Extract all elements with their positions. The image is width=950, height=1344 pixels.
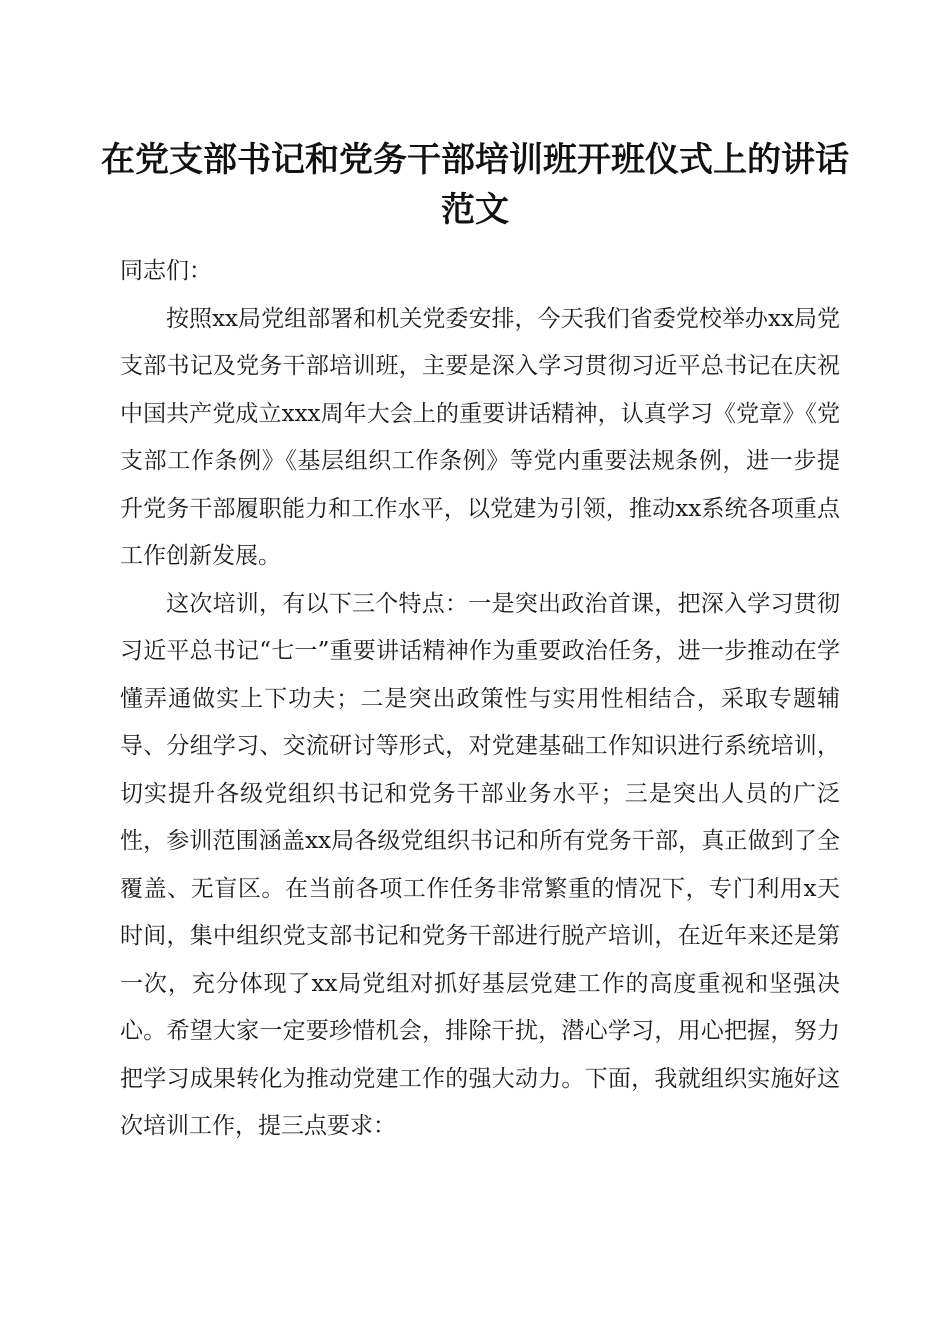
salutation: 同志们： [120,258,212,284]
document-title: 在党支部书记和党务干部培训班开班仪式上的讲话范文 [101,140,849,230]
paragraph-1: 按照xx局党组部署和机关党委安排，今天我们省委党校举办xx局党支部书记及党务干部培训班，主要是深入学习贯彻习近平总书记在庆祝中国共产党成立xxx周年大会上的重要讲话精神，认真学习《党章》《党支部工作条例》《基层组织工作条例》等党内重要法规条例，进一步提升党务干部履职能力和工作水平，以党建为引领，推动xx系统各项重点工作创新发展。 [120,305,840,569]
paragraph-2: 这次培训，有以下三个特点：一是突出政治首课，把深入学习贯彻习近平总书记“七一”重要讲话精神作为重要政治任务，进一步推动在学懂弄通做实上下功夫；二是突出政策性与实用性相结合，采取专题辅导、分组学习、交流研讨等形式，对党建基础工作知识进行系统培训，切实提升各级党组织书记和党务干部业务水平；三是突出人员的广泛性，参训范围涵盖xx局各级党组织书记和所有党务干部，真正做到了全覆盖、无盲区。在当前各项工作任务非常繁重的情况下，专门利用x天时间，集中组织党支部书记和党务干部进行脱产培训，在近年来还是第一次，充分体现了xx局党组对抓好基层党建工作的高度重视和坚强决心。希望大家一定要珍惜机会，排除干扰，潜心学习，用心把握，努力把学习成果转化为推动党建工作的强大动力。下面，我就组织实施好这次培训工作，提三点要求： [120,590,840,1139]
document-body [120,248,840,1151]
